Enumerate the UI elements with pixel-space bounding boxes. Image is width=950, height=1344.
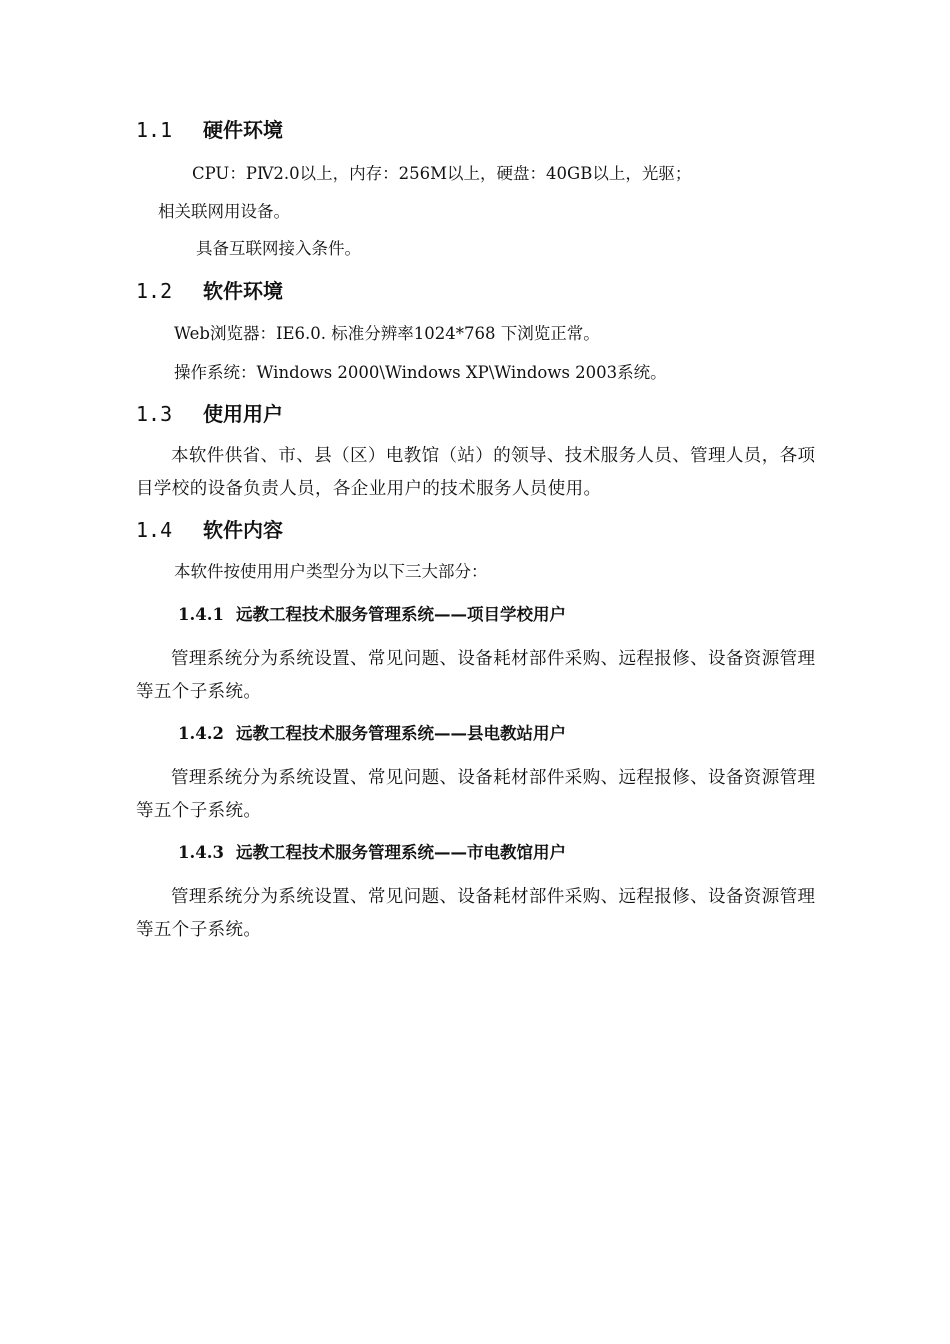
subsection-paragraph-county: 管理系统分为系统设置、常见问题、设备耗材部件采购、远程报修、设备资源管理等五个子系统。: [136, 768, 816, 821]
section-heading-content: [136, 518, 283, 542]
software-line-browser: Web浏览器：IE6.0. 标准分辨率1024*768 下浏览正常。: [174, 324, 600, 343]
content-intro: 本软件按使用用户类型分为以下三大部分：: [174, 562, 488, 581]
subsection-title: 远教工程技术服务管理系统——市电教馆用户: [236, 843, 566, 862]
section-number: 1.4: [136, 518, 173, 542]
subsection-heading-school: [178, 604, 566, 626]
users-paragraph: 本软件供省、市、县（区）电教馆（站）的领导、技术服务人员、管理人员，各项目学校的设备负责人员，各企业用户的技术服务人员使用。: [136, 446, 816, 499]
subsection-number: 1.4.3: [178, 843, 224, 862]
subsection-title: 远教工程技术服务管理系统——县电教站用户: [236, 724, 566, 743]
section-title: 软件环境: [203, 279, 283, 303]
section-number: 1.1: [136, 118, 173, 142]
section-heading-software: [136, 279, 283, 303]
subsection-heading-city: [178, 842, 566, 864]
section-title: 软件内容: [203, 518, 283, 542]
section-title: 使用用户: [203, 402, 283, 426]
section-heading-users: [136, 402, 283, 426]
section-number: 1.2: [136, 279, 173, 303]
subsection-paragraph-school: 管理系统分为系统设置、常见问题、设备耗材部件采购、远程报修、设备资源管理等五个子系统。: [136, 649, 816, 702]
software-line-os: 操作系统：Windows 2000\Windows XP\Windows 2003系统。: [174, 363, 667, 382]
subsection-heading-county: [178, 723, 566, 745]
hardware-line-network-device: 相关联网用设备。: [158, 202, 290, 221]
hardware-line-internet: 具备互联网接入条件。: [196, 239, 361, 258]
section-heading-hardware: [136, 118, 283, 142]
subsection-paragraph-city: 管理系统分为系统设置、常见问题、设备耗材部件采购、远程报修、设备资源管理等五个子系统。: [136, 887, 816, 940]
subsection-title: 远教工程技术服务管理系统——项目学校用户: [236, 605, 566, 624]
subsection-number: 1.4.1: [178, 605, 224, 624]
subsection-number: 1.4.2: [178, 724, 224, 743]
section-number: 1.3: [136, 402, 173, 426]
hardware-line-cpu: CPU：PⅣ2.0以上，内存：256M以上，硬盘：40GB以上，光驱；: [192, 164, 692, 183]
section-title: 硬件环境: [203, 118, 283, 142]
